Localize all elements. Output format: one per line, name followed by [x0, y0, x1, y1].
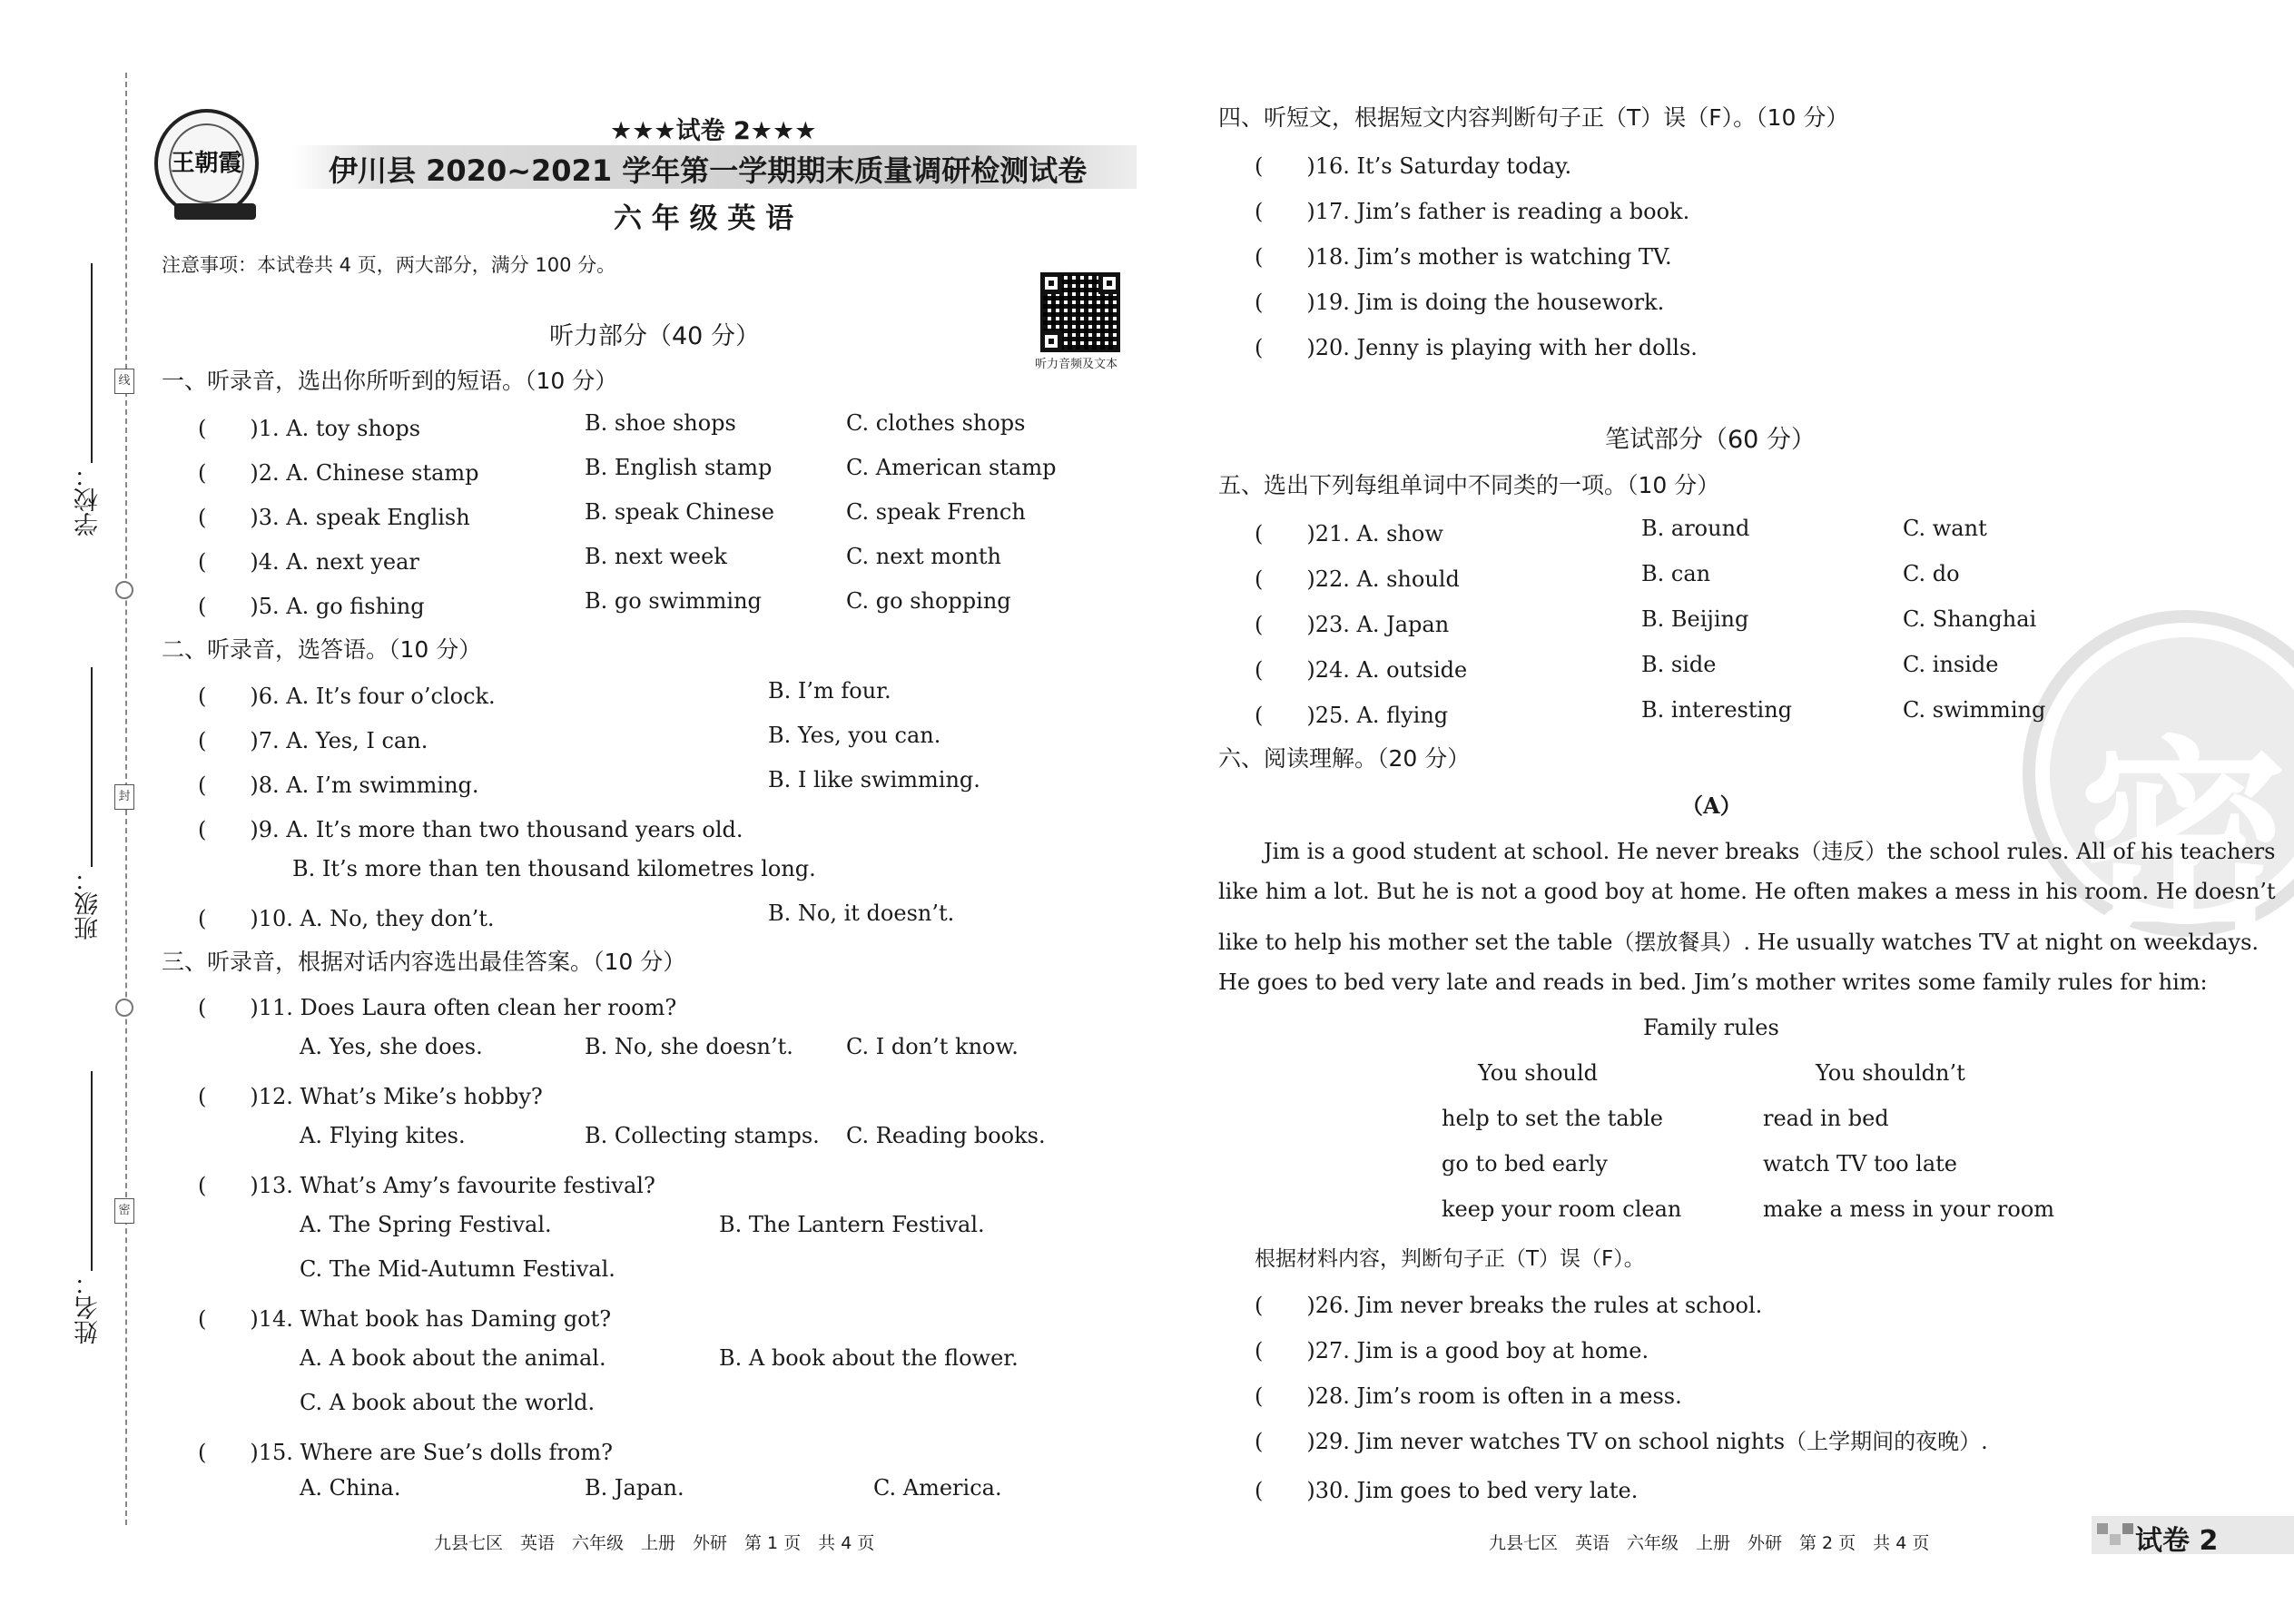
name-label: 姓名：	[74, 1271, 103, 1344]
q30: ( )30. Jim goes to bed very late.	[1255, 1478, 1639, 1503]
passage-line-4: He goes to bed very late and reads in bed. Jim’s mother writes some family rules for him:	[1218, 969, 2208, 995]
rule-shouldnt-2: watch TV too late	[1763, 1151, 1957, 1176]
q3-a: ( )3. A. speak English	[198, 505, 470, 530]
rules-shouldnt-head: You shouldn’t	[1816, 1060, 1965, 1086]
q21-b: B. around	[1641, 516, 1750, 541]
notice: 注意事项：本试卷共 4 页，两大部分，满分 100 分。	[162, 254, 616, 276]
q15-opt-b: B. Japan.	[585, 1475, 684, 1501]
q15-opt-c: C. America.	[873, 1475, 1002, 1501]
q21-a: ( )21. A. show	[1255, 521, 1443, 546]
part-a-label: （A）	[1681, 792, 1742, 819]
q2-c: C. American stamp	[846, 455, 1057, 480]
q12-opt-b: B. Collecting stamps.	[585, 1123, 820, 1148]
q4-b: B. next week	[585, 544, 727, 569]
q8-b: B. I like swimming.	[768, 767, 980, 792]
q22-c: C. do	[1903, 561, 1960, 586]
section-2-title: 二、听录音，选答语。（10 分）	[162, 636, 482, 663]
footer-paper-tag: 试卷 2	[2135, 1525, 2219, 1557]
q24-b: B. side	[1641, 652, 1717, 677]
bind-char-secret: 密	[114, 1198, 134, 1224]
q20: ( )20. Jenny is playing with her dolls.	[1255, 335, 1698, 360]
qr-eye-icon	[1040, 272, 1062, 294]
class-label: 班级：	[74, 867, 103, 940]
q11-stem: ( )11. Does Laura often clean her room?	[198, 995, 677, 1020]
q21-c: C. want	[1903, 516, 1987, 541]
bind-char-seal: 封	[114, 784, 134, 810]
q8-a: ( )8. A. I’m swimming.	[198, 773, 479, 798]
q25-c: C. swimming	[1903, 697, 2046, 723]
footer-square-icon	[2122, 1523, 2133, 1534]
q19: ( )19. Jim is doing the housework.	[1255, 290, 1665, 315]
q16: ( )16. It’s Saturday today.	[1255, 153, 1572, 179]
rule-shouldnt-3: make a mess in your room	[1763, 1196, 2055, 1222]
exam-title: 伊川县 2020~2021 学年第一学期期末质量调研检测试卷	[329, 153, 1088, 188]
q5-c: C. go shopping	[846, 588, 1011, 614]
section-6-title: 六、阅读理解。（20 分）	[1218, 745, 1471, 772]
brand-logo-text: 王朝霞	[169, 123, 244, 203]
q11-opt-c: C. I don’t know.	[846, 1034, 1019, 1059]
q9-b: B. It’s more than ten thousand kilometres long.	[292, 856, 816, 881]
q14-opt-c: C. A book about the world.	[300, 1390, 596, 1415]
q23-c: C. Shanghai	[1903, 606, 2037, 632]
q22-a: ( )22. A. should	[1255, 566, 1460, 592]
footer-square-icon	[2097, 1523, 2108, 1534]
q3-b: B. speak Chinese	[585, 499, 774, 525]
q4-a: ( )4. A. next year	[198, 549, 419, 575]
passage-line-1: Jim is a good student at school. He never breaks（违反）the school rules. All of his teachers	[1264, 839, 2276, 864]
q17: ( )17. Jim’s father is reading a book.	[1255, 199, 1690, 224]
school-label: 学校：	[74, 463, 103, 536]
q25-b: B. interesting	[1641, 697, 1793, 723]
paper-tag: ★★★试卷 2★★★	[610, 117, 817, 145]
section-4-title: 四、听短文，根据短文内容判断句子正（T）误（F）。（10 分）	[1218, 104, 1849, 131]
q5-a: ( )5. A. go fishing	[198, 594, 425, 619]
section-3-title: 三、听录音，根据对话内容选出最佳答案。（10 分）	[162, 949, 686, 975]
section-1-title: 一、听录音，选出你所听到的短语。（10 分）	[162, 368, 618, 394]
q1-c: C. clothes shops	[846, 410, 1026, 436]
binding-hole-icon	[115, 999, 133, 1017]
q13-opt-b: B. The Lantern Festival.	[719, 1212, 985, 1237]
qr-eye-icon	[1098, 272, 1120, 294]
q7-a: ( )7. A. Yes, I can.	[198, 728, 428, 753]
q1-a: ( )1. A. toy shops	[198, 416, 421, 441]
q10-b: B. No, it doesn’t.	[768, 901, 955, 926]
q15-stem: ( )15. Where are Sue’s dolls from?	[198, 1440, 613, 1465]
class-blank[interactable]	[91, 667, 93, 867]
q24-c: C. inside	[1903, 652, 1999, 677]
passage-line-3: like to help his mother set the table（摆放餐具）. He usually watches TV at night on weekdays.	[1218, 930, 2260, 955]
school-blank[interactable]	[91, 263, 93, 463]
secret-stamp-glyph: 密	[2079, 720, 2289, 962]
writing-heading: 笔试部分（60 分）	[1605, 426, 1816, 454]
q14-opt-b: B. A book about the flower.	[719, 1345, 1019, 1371]
rules-title: Family rules	[1643, 1015, 1779, 1040]
q28: ( )28. Jim’s room is often in a mess.	[1255, 1383, 1682, 1409]
exam-subtitle: 六 年 级 英 语	[614, 202, 794, 235]
q23-b: B. Beijing	[1641, 606, 1749, 632]
q11-opt-b: B. No, she doesn’t.	[585, 1034, 793, 1059]
section-5-title: 五、选出下列每组单词中不同类的一项。（10 分）	[1218, 472, 1720, 498]
q22-b: B. can	[1641, 561, 1711, 586]
rule-should-2: go to bed early	[1442, 1151, 1608, 1176]
q18: ( )18. Jim’s mother is watching TV.	[1255, 244, 1672, 270]
q23-a: ( )23. A. Japan	[1255, 612, 1450, 637]
q9-a: ( )9. A. It’s more than two thousand years old.	[198, 817, 743, 842]
q13-stem: ( )13. What’s Amy’s favourite festival?	[198, 1173, 655, 1198]
rule-should-3: keep your room clean	[1442, 1196, 1682, 1222]
passage-line-2: like him a lot. But he is not a good boy at home. He often makes a mess in his room. He doesn’t	[1218, 879, 2276, 904]
q12-opt-c: C. Reading books.	[846, 1123, 1046, 1148]
footer-square-icon	[2110, 1534, 2121, 1545]
q7-b: B. Yes, you can.	[768, 723, 941, 748]
q15-opt-a: A. China.	[300, 1475, 401, 1501]
binding-hole-icon	[115, 581, 133, 599]
brand-logo	[154, 109, 259, 218]
q12-opt-a: A. Flying kites.	[300, 1123, 466, 1148]
q4-c: C. next month	[846, 544, 1001, 569]
q11-opt-a: A. Yes, she does.	[300, 1034, 483, 1059]
q10-a: ( )10. A. No, they don’t.	[198, 906, 495, 931]
q2-a: ( )2. A. Chinese stamp	[198, 460, 479, 486]
q29: ( )29. Jim never watches TV on school nights（上学期间的夜晚）.	[1255, 1429, 1988, 1454]
listening-heading: 听力部分（40 分）	[549, 322, 760, 350]
qr-caption: 听力音频及文本	[1035, 358, 1118, 371]
qr-eye-icon	[1040, 330, 1062, 352]
q3-c: C. speak French	[846, 499, 1026, 525]
q6-a: ( )6. A. It’s four o’clock.	[198, 684, 496, 709]
q13-opt-a: A. The Spring Festival.	[300, 1212, 552, 1237]
rules-should-head: You should	[1478, 1060, 1599, 1086]
rule-shouldnt-1: read in bed	[1763, 1106, 1889, 1131]
q27: ( )27. Jim is a good boy at home.	[1255, 1338, 1649, 1363]
q2-b: B. English stamp	[585, 455, 773, 480]
reading-instruction: 根据材料内容，判断句子正（T）误（F）。	[1255, 1247, 1645, 1271]
q24-a: ( )24. A. outside	[1255, 657, 1468, 683]
q25-a: ( )25. A. flying	[1255, 703, 1449, 728]
footer-left: 九县七区 英语 六年级 上册 外研 第 1 页 共 4 页	[434, 1533, 875, 1553]
q12-stem: ( )12. What’s Mike’s hobby?	[198, 1084, 543, 1109]
footer-right: 九县七区 英语 六年级 上册 外研 第 2 页 共 4 页	[1489, 1533, 1930, 1553]
q5-b: B. go swimming	[585, 588, 762, 614]
q13-opt-c: C. The Mid-Autumn Festival.	[300, 1256, 615, 1282]
rule-should-1: help to set the table	[1442, 1106, 1663, 1131]
q14-opt-a: A. A book about the animal.	[300, 1345, 606, 1371]
bind-char-line: 线	[114, 369, 134, 394]
q14-stem: ( )14. What book has Daming got?	[198, 1306, 612, 1332]
q6-b: B. I’m four.	[768, 678, 891, 704]
logo-band	[174, 203, 256, 220]
q1-b: B. shoe shops	[585, 410, 736, 436]
name-blank[interactable]	[91, 1071, 93, 1271]
q26: ( )26. Jim never breaks the rules at school.	[1255, 1293, 1763, 1318]
